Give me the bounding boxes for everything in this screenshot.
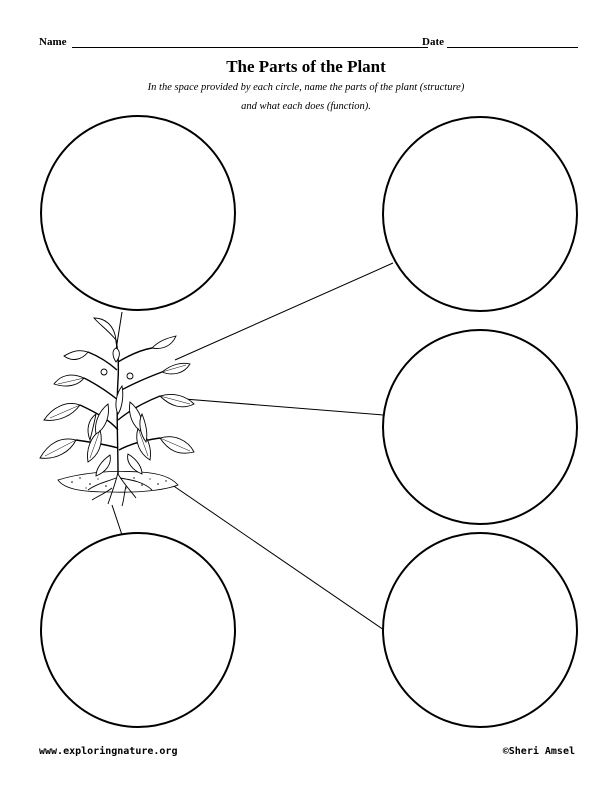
- worksheet-title: The Parts of the Plant: [226, 57, 386, 76]
- name-label: Name: [39, 36, 67, 48]
- website-credit: www.exploringnature.org: [39, 746, 178, 757]
- connector-middle-right: [172, 398, 383, 415]
- answer-circle-bottom-left[interactable]: [41, 533, 235, 727]
- answer-circle-bottom-right[interactable]: [383, 533, 577, 727]
- plant-illustration: [40, 318, 194, 506]
- instructions-line-2: and what each does (function).: [241, 101, 371, 112]
- connector-bottom-left: [112, 505, 122, 535]
- answer-circle-top-right[interactable]: [383, 117, 577, 311]
- copyright-credit: ©Sheri Amsel: [502, 746, 575, 757]
- answer-circle-top-left[interactable]: [41, 116, 235, 310]
- instructions-line-1: In the space provided by each circle, name the parts of the plant (structure): [147, 82, 465, 93]
- answer-circle-middle-right[interactable]: [383, 330, 577, 524]
- date-label: Date: [422, 36, 444, 48]
